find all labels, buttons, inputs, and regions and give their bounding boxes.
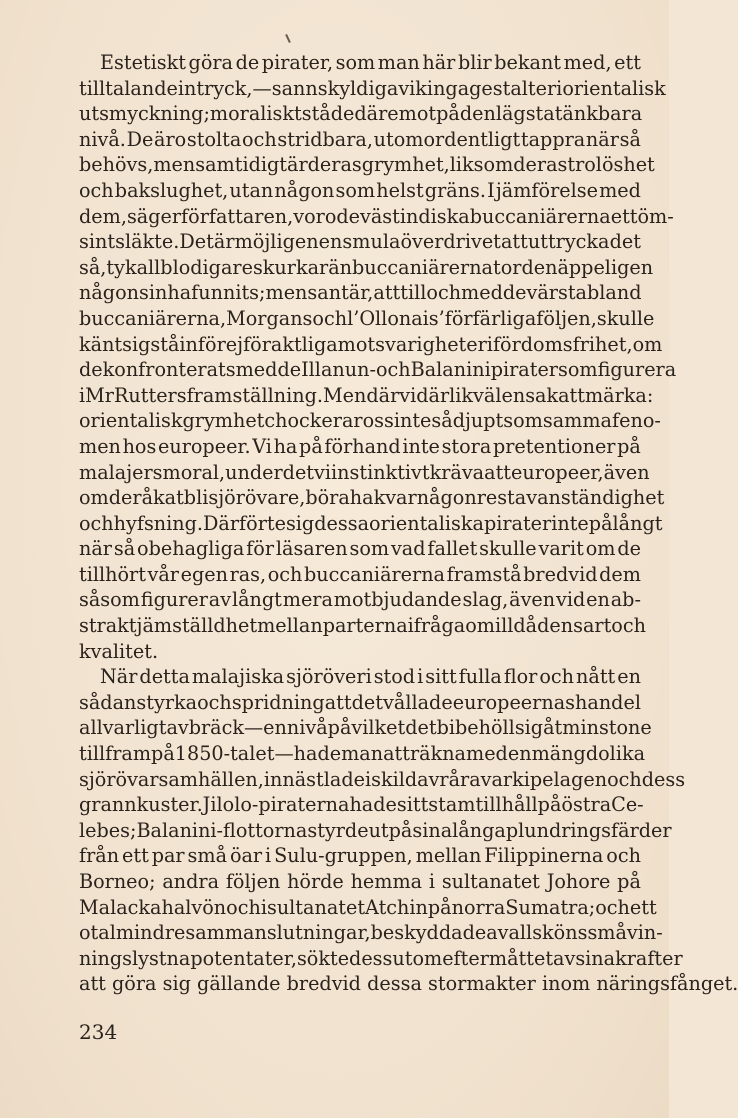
text-line: de konfronterats med de Illanun- och Balaninipirater som figurera xyxy=(79,358,677,382)
text-line: sjörövarsamhällen, innästlade i skilda vrår av arkipelagen och dess xyxy=(79,767,686,791)
text-line: orientalisk grymhet chockerar oss inte så djupt som samma feno- xyxy=(79,409,661,433)
text-line: och hyfsning. Därför te sig dessa orientaliska pirater inte på långt xyxy=(79,511,663,535)
text-line: känt sig stå inför ej föraktliga motsvarigheter i fördomsfrihet, om xyxy=(79,332,663,356)
text-line: men hos europeer. Vi ha på förhand inte stora pretentioner på xyxy=(79,434,641,458)
text-line: Estetiskt göra de pirater, som man här blir bekant med, ett xyxy=(100,51,641,74)
text-line: dem, säger författaren, voro de västindiska buccaniärerna ett öm- xyxy=(79,204,674,228)
text-line: Borneo; andra följen hörde hemma i sultanatet Johore på xyxy=(79,870,641,893)
body-text xyxy=(79,50,738,997)
text-line: lebes; Balanini-flottorna styrde ut på sina långa plundringsfärder xyxy=(79,818,672,842)
text-line: buccaniärerna, Morgans och l’Ollonais’ förfärliga följen, skulle xyxy=(79,306,655,330)
text-line: malajers moral, under det vi instinktivt kräva att europeer, även xyxy=(79,460,650,484)
text-line: sådan styrka och spridning att det vållade europeernas handel xyxy=(79,690,641,714)
text-line: att göra sig gällande bredvid dessa stormakter inom näringsfånget. xyxy=(79,972,738,996)
printer-mark xyxy=(285,34,291,43)
text-line: så, ty kallblodigare skurkar än buccaniärerna torde näppeligen xyxy=(79,255,654,279)
text-line: utsmyckning; moraliskt stå de däremot på den lägsta tänkbara xyxy=(79,102,643,126)
text-line: nivå. De äro stolta och stridbara, utomordentligt tappra när så xyxy=(79,127,641,151)
text-line: från ett par små öar i Sulu-gruppen, mellan Filippinerna och xyxy=(79,844,641,868)
text-line: i Mr Rutters framställning. Men därvid är likväl en sak att märka: xyxy=(79,383,654,407)
text-line: allvarligt avbräck — en nivå på vilket det bibehöll sig åtminstone xyxy=(79,716,652,740)
text-line: otal mindre sammanslutningar, beskyddade av allsköns små vin- xyxy=(79,921,663,945)
text-line: och bakslughet, utan någon som helst gräns. I jämförelse med xyxy=(79,178,641,202)
text-line: till fram på 1850-talet — hade man att räkna med en mängd olika xyxy=(79,742,646,766)
text-line: kvalitet. xyxy=(79,639,159,663)
text-line: sint släkte. Det är möjligen en smula överdrivet att uttrycka det xyxy=(79,230,641,254)
text-line: när så obehagliga för läsaren som vad fallet skulle varit om de xyxy=(79,537,641,561)
text-line: Malackahalvön och i sultanatet Atchin på norra Sumatra; och ett xyxy=(79,895,657,919)
text-line: strakt jämställdhet mellan parterna i fråga om illdådens art och xyxy=(79,614,646,638)
text-line: tilltalande intryck, — sannskyldiga vikingagestalter i orientalisk xyxy=(79,76,666,100)
text-line: behövs, men samtidigt är deras grymhet, liksom deras trolöshet xyxy=(79,153,655,177)
text-line: någonsin ha funnits; men sant är, att till och med de värsta bland xyxy=(79,281,642,305)
text-line: tillhört vår egen ras, och buccaniärerna framstå bredvid dem xyxy=(79,562,641,586)
text-line: såsom figurer av långt mera motbjudande slag, även vid en ab- xyxy=(79,588,641,612)
page-number: 234 xyxy=(79,1020,118,1044)
text-line: ningslystna potentater, sökte dessutom efter måttet av sina krafter xyxy=(79,946,683,970)
text-line: grannkuster. Jilolo-piraterna hade sitt stamtillhåll på östra Ce- xyxy=(79,793,644,817)
text-line: När detta malajiska sjöröveri stod i sitt fulla flor och nått en xyxy=(100,665,641,689)
text-line: om de råkat bli sjörövare, böra ha kvar någon rest av anständighet xyxy=(79,486,665,510)
